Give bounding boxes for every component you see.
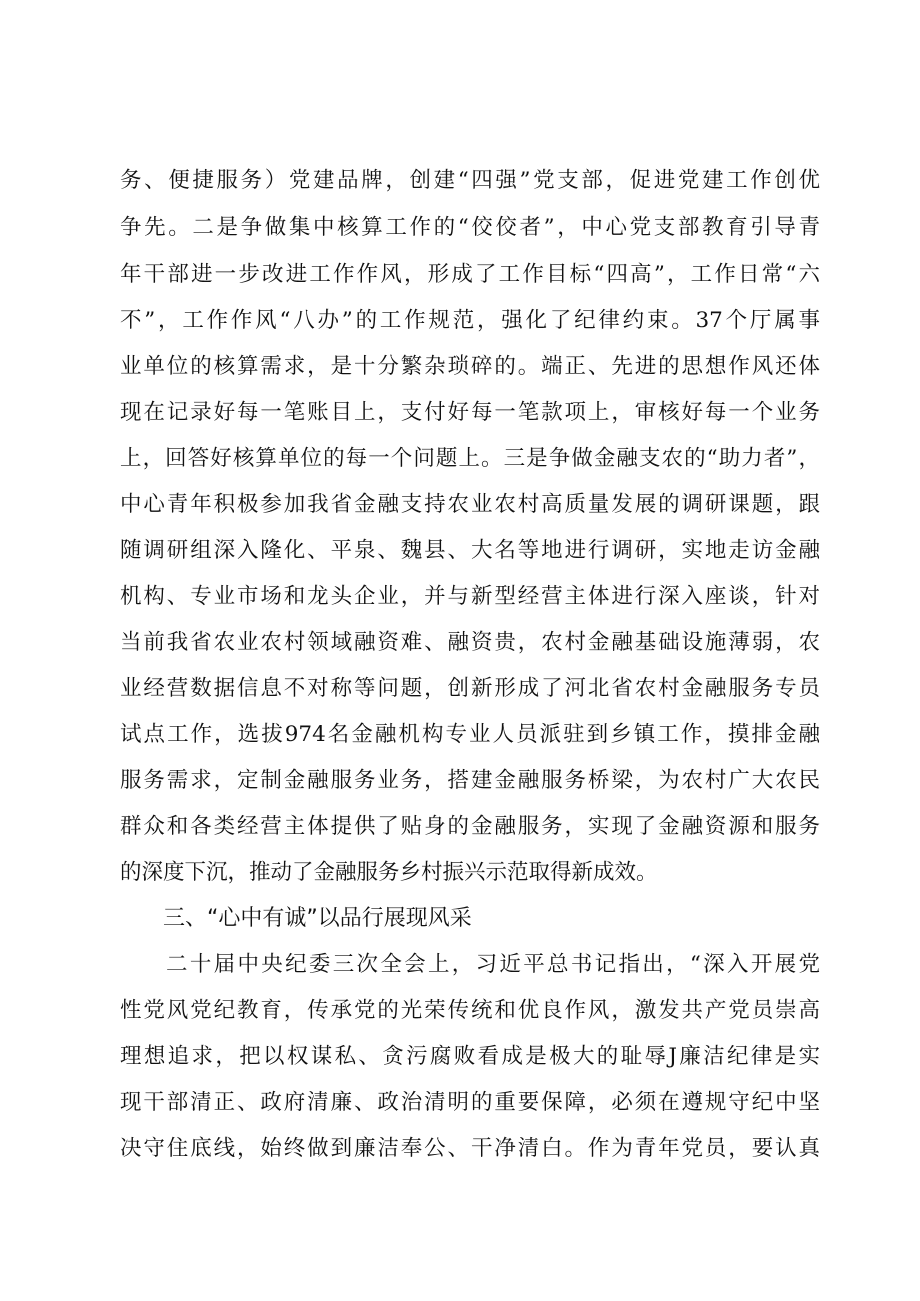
paragraph-line: 服务需求，定制金融服务业务，搭建金融服务桥梁，为农村广大农民 (120, 768, 820, 793)
paragraph-line: 年干部进一步改进工作作风，形成了工作目标“四高”，工作日常“六 (120, 262, 820, 287)
paragraph-line: 随调研组深入隆化、平泉、魏县、大名等地进行调研，实地走访金融 (120, 538, 820, 563)
paragraph-line: 上，回答好核算单位的每一个问题上。三是争做金融支农的“助力者”， (120, 446, 820, 471)
paragraph-line: 中心青年积极参加我省金融支持农业农村高质量发展的调研课题，跟 (120, 492, 820, 517)
paragraph-line: 决守住底线，始终做到廉洁奉公、干净清白。作为青年党员，要认真 (120, 1136, 820, 1161)
paragraph-line: 业单位的核算需求，是十分繁杂琐碎的。端正、先进的思想作风还体 (120, 354, 820, 379)
paragraph-line: 现干部清正、政府清廉、政治清明的重要保障，必须在遵规守纪中坚 (120, 1090, 820, 1115)
paragraph-line: 现在记录好每一笔账目上，支付好每一笔款项上，审核好每一个业务 (120, 400, 820, 425)
paragraph-line: 务、便捷服务）党建品牌，创建“四强”党支部，促进党建工作创优 (120, 168, 820, 193)
paragraph-line: 群众和各类经营主体提供了贴身的金融服务，实现了金融资源和服务 (120, 814, 820, 839)
paragraph-line: 二十届中央纪委三次全会上，习近平总书记指出，“深入开展党 (166, 952, 820, 977)
paragraph-line: 试点工作，选拔974名金融机构专业人员派驻到乡镇工作，摸排金融 (120, 722, 820, 747)
paragraph-line: 机构、专业市场和龙头企业，并与新型经营主体进行深入座谈，针对 (120, 584, 820, 609)
paragraph-line: 理想追求，把以权谋私、贪污腐败看成是极大的耻辱J廉洁纪律是实 (120, 1044, 820, 1069)
paragraph-line: 当前我省农业农村领域融资难、融资贵，农村金融基础设施薄弱，农 (120, 630, 820, 655)
paragraph-line: 争先。二是争做集中核算工作的“佼佼者”，中心党支部教育引导青 (120, 215, 820, 240)
paragraph-line: 不”，工作作风“八办”的工作规范，强化了纪律约束。37个厅属事 (120, 308, 820, 333)
paragraph-line: 性党风党纪教育，传承党的光荣传统和优良作风，激发共产党员崇高 (120, 998, 820, 1023)
paragraph-line: 业经营数据信息不对称等问题，创新形成了河北省农村金融服务专员 (120, 676, 820, 701)
section-heading: 三、“心中有诚”以品行展现风采 (163, 906, 472, 931)
paragraph-line: 的深度下沉，推动了金融服务乡村振兴示范取得新成效。 (120, 860, 658, 885)
